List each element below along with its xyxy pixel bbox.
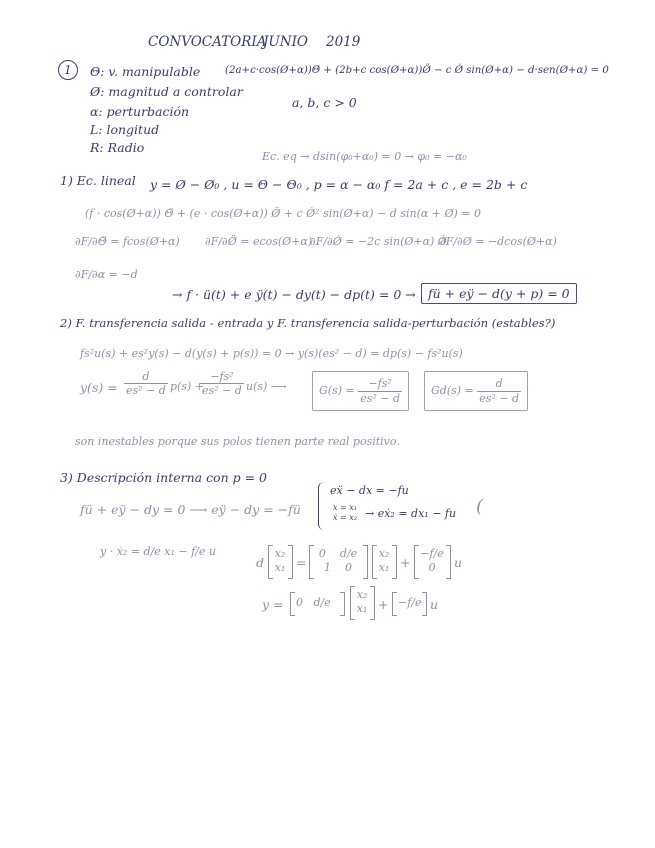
- nonlinear-equation: (2a+c·cos(Ø+α))Θ̈ + (2b+c cos(Ø+α))Ø̈ − c Ø̇ sin(Ø+α) − d·sen(Ø+α) = 0: [225, 65, 609, 76]
- out-x2: x₂: [356, 588, 368, 601]
- lhs-bracket-right: [288, 545, 293, 579]
- plus-sign-2: +: [378, 597, 389, 612]
- definition-length: L: longitud: [90, 122, 160, 137]
- part3-equation: fü + eÿ − dy = 0 ⟶ eÿ − dy = −fü: [80, 502, 301, 517]
- x-x1: x₁: [378, 561, 390, 574]
- frac1-numerator: d: [124, 370, 168, 384]
- equilibrium-equation: Ec. eq → dsin(φ₀+α₀) = 0 → φ₀ = −α₀: [262, 150, 467, 163]
- A-matrix: [313, 547, 363, 575]
- B-bottom: 0: [428, 561, 436, 574]
- x-vector: [376, 547, 392, 575]
- transfer-function-Gd: [424, 371, 528, 411]
- system-line-2b: ẋ = x₂: [333, 513, 358, 522]
- part2-laplace-equation: fs²u(s) + es²y(s) − d(y(s) + p(s)) = 0 → y(s)(es² − d) = dp(s) − fs²u(s): [80, 347, 463, 360]
- system-line-1: eẍ − dx = −fu: [330, 484, 409, 497]
- part3-title: 3) Descripción interna con p = 0: [60, 470, 268, 485]
- frac1-denominator: es² − d: [126, 384, 166, 397]
- partial-phi-dot: ∂F/∂Ø̇ = −2c sin(Ø+α) Ø̇: [310, 235, 447, 248]
- stability-note: son inestables porque sus polos tienen parte real positivo.: [75, 435, 400, 448]
- problem-number: 1: [58, 60, 78, 80]
- transfer-function-G: [312, 371, 409, 411]
- ys-fraction-1: [124, 370, 168, 397]
- lhs-x1: x₁: [274, 561, 286, 574]
- system-line-2a: x = x₁: [333, 503, 358, 512]
- D-bracket-left: [392, 592, 397, 616]
- header-year: 2019: [326, 34, 361, 50]
- u-suffix-2: u: [430, 597, 439, 612]
- lhs-vector: [272, 547, 288, 575]
- x-bracket-right: [392, 545, 397, 579]
- Gd-label: Gd(s) =: [431, 384, 474, 397]
- plus-sign-1: +: [400, 555, 411, 570]
- definition-alpha: α: perturbación: [90, 104, 190, 119]
- header-month: JUNIO: [263, 34, 309, 50]
- D-bracket-right: [422, 592, 427, 616]
- C-bracket-right: [340, 592, 345, 616]
- definition-radius: R: Radio: [90, 140, 145, 155]
- C-matrix: 0 d/e: [296, 596, 331, 609]
- y-prefix: y =: [262, 597, 284, 612]
- p-term: p(s) +: [170, 380, 204, 393]
- ys-fraction-2: [200, 370, 244, 397]
- u-term: u(s) ⟶: [246, 380, 287, 393]
- A-row-2: 1 0: [324, 561, 352, 574]
- definition-theta: Θ: v. manipulable: [90, 64, 201, 79]
- x2-bracket-right: [370, 586, 375, 620]
- part1-boxed-result: fü + eÿ − d(y + p) = 0: [421, 283, 577, 304]
- G-label: G(s) =: [319, 384, 355, 397]
- part1-expanded-equation: (f · cos(Ø+α)) Θ̈ + (e · cos(Ø+α)) Ø̈ + c Ø̇² sin(Ø+α) − d sin(α + Ø) = 0: [85, 207, 482, 220]
- out-x1: x₁: [356, 602, 368, 615]
- part2-title: 2) F. transferencia salida - entrada y F. transferencia salida-perturbación (estables?): [60, 316, 556, 330]
- C-bracket-left: [290, 592, 295, 616]
- output-definition: y · ẋ₂ = d/e x₁ − f/e u: [100, 545, 216, 558]
- system-line-2c: → eẋ₂ = dx₁ − fu: [365, 507, 457, 520]
- x-vector-output: [354, 588, 370, 616]
- system-brace: [318, 482, 327, 530]
- Gd-denominator: es² − d: [479, 391, 520, 405]
- equals-sign: =: [296, 555, 307, 570]
- partial-theta: ∂F/∂Θ̈ = fcos(Ø+α): [75, 235, 180, 248]
- d-prefix: d: [256, 555, 265, 570]
- frac2-denominator: es² − d: [202, 384, 242, 397]
- Gd-numerator: d: [477, 377, 521, 392]
- partial-phi-ddot: ∂F/∂Ø̈ = ecos(Ø+α): [205, 235, 313, 248]
- frac2-numerator: −fs²: [200, 370, 244, 384]
- system-close-paren: (: [476, 496, 484, 517]
- part1-linearized-chain: → f · ü(t) + e ÿ(t) − dy(t) − dp(t) = 0 →: [172, 287, 416, 302]
- header-title: CONVOCATORIA: [148, 34, 267, 50]
- G-numerator: −fs²: [358, 377, 402, 392]
- lhs-x2: x₂: [274, 547, 286, 560]
- x-x2: x₂: [378, 547, 390, 560]
- B-bracket-right: [446, 545, 451, 579]
- B-top: −f/e: [420, 547, 444, 560]
- D-value: −f/e: [398, 596, 422, 609]
- partial-alpha: ∂F/∂α = −d: [75, 268, 138, 281]
- part1-title: 1) Ec. lineal: [60, 173, 136, 188]
- constants-condition: a, b, c > 0: [292, 95, 357, 110]
- B-vector: [418, 547, 446, 575]
- A-row-1: 0 d/e: [318, 547, 358, 560]
- G-denominator: es² − d: [360, 391, 401, 405]
- part1-substitutions: y = Ø − Ø₀ , u = Θ − Θ₀ , p = α − α₀ f = 2a + c , e = 2b + c: [150, 177, 528, 192]
- partial-phi: ∂F/∂Ø = −dcos(Ø+α): [440, 235, 557, 248]
- definition-phi: Ø: magnitud a controlar: [90, 84, 243, 99]
- u-suffix-1: u: [454, 555, 463, 570]
- ys-label: y(s) =: [80, 380, 118, 395]
- A-bracket-right: [363, 545, 368, 579]
